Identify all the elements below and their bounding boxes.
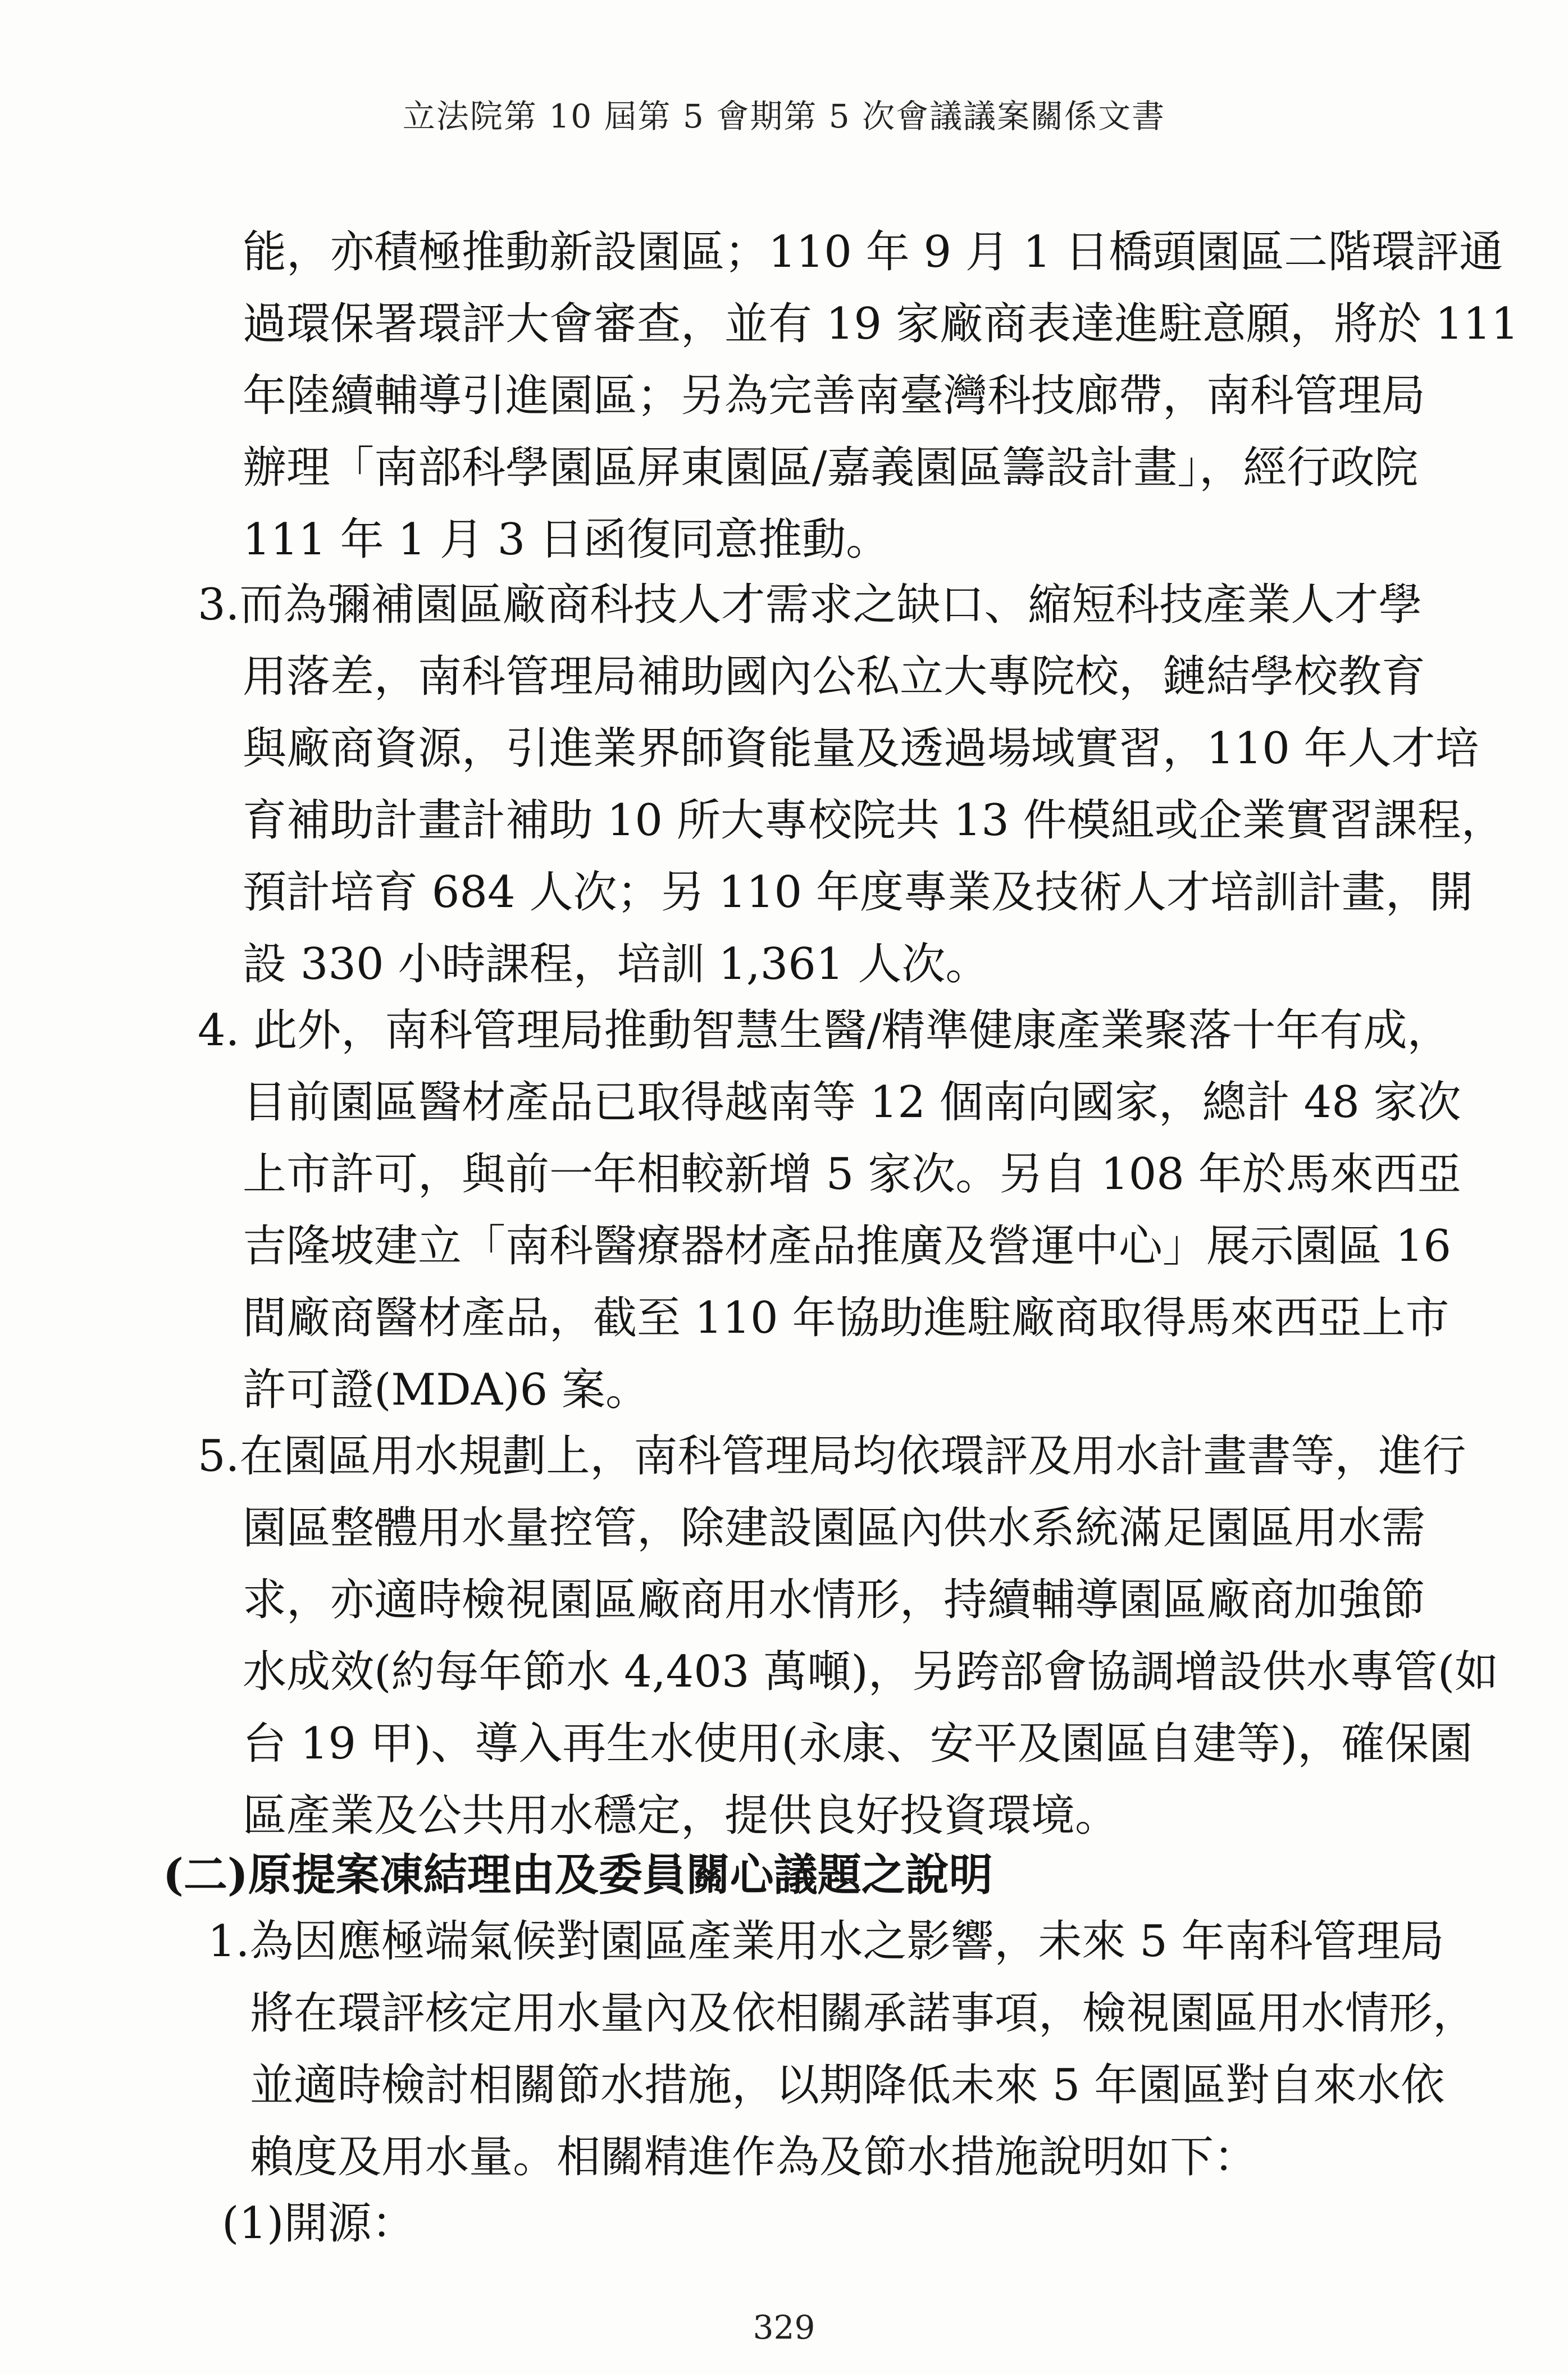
item-5-line-1: 5.在園區用水規劃上，南科管理局均依環評及用水計畫書等，進行 xyxy=(198,1431,1466,1482)
item-4-line-3: 上市許可，與前一年相較新增 5 家次。另自 108 年於馬來西亞 xyxy=(243,1149,1461,1200)
section-item-1-line-3: 並適時檢討相關節水措施，以期降低未來 5 年園區對自來水依 xyxy=(250,2060,1445,2111)
item-5-line-5: 台 19 甲)、導入再生水使用(永康、安平及園區自建等)，確保園 xyxy=(243,1719,1473,1769)
intro-line-5: 111 年 1 月 3 日函復同意推動。 xyxy=(243,514,890,565)
item-5-line-2: 園區整體用水量控管，除建設園區內供水系統滿足園區用水需 xyxy=(243,1503,1426,1553)
page-number: 329 xyxy=(753,2308,815,2346)
section-item-1-line-1: 1.為因應極端氣候對園區產業用水之影響，未來 5 年南科管理局 xyxy=(208,1916,1444,1967)
item-3-line-5: 預計培育 684 人次；另 110 年度專業及技術人才培訓計畫，開 xyxy=(243,867,1473,918)
intro-line-2: 過環保署環評大會審查，並有 19 家廠商表達進駐意願，將於 111 xyxy=(243,299,1519,349)
item-3-line-4: 育補助計畫計補助 10 所大專校院共 13 件模組或企業實習課程， xyxy=(243,795,1505,846)
item-5-line-4: 水成效(約每年節水 4,403 萬噸)，另跨部會協調增設供水專管(如 xyxy=(243,1647,1499,1697)
item-3-line-3: 與廠商資源，引進業界師資能量及透過場域實習，110 年人才培 xyxy=(243,723,1479,774)
intro-line-3: 年陸續輔導引進園區；另為完善南臺灣科技廊帶，南科管理局 xyxy=(243,371,1426,421)
item-4-line-1: 4. 此外，南科管理局推動智慧生醫/精準健康產業聚落十年有成， xyxy=(198,1005,1451,1056)
item-5-line-6: 區產業及公共用水穩定，提供良好投資環境。 xyxy=(243,1790,1119,1841)
intro-line-1: 能，亦積極推動新設園區；110 年 9 月 1 日橋頭園區二階環評通 xyxy=(243,227,1503,277)
item-4-line-4: 吉隆坡建立「南科醫療器材產品推廣及營運中心」展示園區 16 xyxy=(243,1221,1452,1272)
item-3-line-2: 用落差，南科管理局補助國內公私立大專院校，鏈結學校教育 xyxy=(243,651,1426,702)
item-3-line-1: 3.而為彌補園區廠商科技人才需求之缺口、縮短科技產業人才學 xyxy=(198,580,1423,630)
item-3-line-6: 設 330 小時課程，培訓 1,361 人次。 xyxy=(243,939,990,990)
section-item-1-line-4: 賴度及用水量。相關精進作為及節水措施說明如下： xyxy=(250,2132,1258,2182)
item-4-line-2: 目前園區醫材產品已取得越南等 12 個南向國家，總計 48 家次 xyxy=(243,1077,1461,1128)
page-header: 立法院第 10 屆第 5 會期第 5 次會議議案關係文書 xyxy=(402,97,1166,135)
section-item-1-line-2: 將在環評核定用水量內及依相關承諾事項，檢視園區用水情形， xyxy=(250,1988,1477,2039)
item-5-line-3: 求，亦適時檢視園區廠商用水情形，持續輔導園區廠商加強節 xyxy=(243,1575,1426,1625)
intro-line-4: 辦理「南部科學園區屏東園區/嘉義園區籌設計畫」，經行政院 xyxy=(243,443,1419,493)
item-4-line-5: 間廠商醫材產品，截至 110 年協助進駐廠商取得馬來西亞上市 xyxy=(243,1293,1450,1343)
section-heading: (二)原提案凍結理由及委員關心議題之說明 xyxy=(163,1849,993,1901)
sub-item-1: (1)開源： xyxy=(222,2198,416,2249)
item-4-line-6: 許可證(MDA)6 案。 xyxy=(243,1365,650,1415)
